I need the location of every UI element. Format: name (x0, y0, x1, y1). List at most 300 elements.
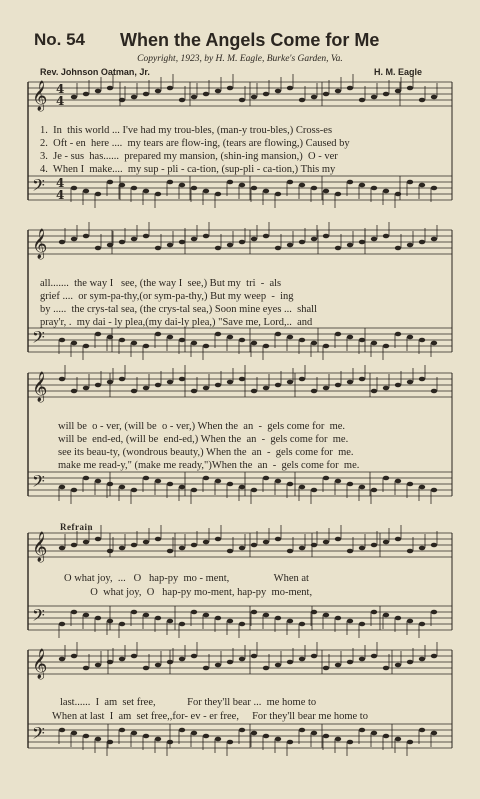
note-head (347, 243, 353, 248)
lyric-line: grief .... or sym-pa-thy,(or sym-pa-thy,) But my weep - ing (40, 291, 294, 302)
note-head (383, 386, 389, 391)
note-head (155, 332, 161, 337)
note-head (395, 246, 401, 251)
note-head (119, 338, 125, 343)
treble-clef: 𝄞 (32, 649, 48, 679)
note-head (347, 482, 353, 487)
note-head (119, 98, 125, 103)
note-head (131, 237, 137, 242)
note-head (239, 338, 245, 343)
note-head (323, 476, 329, 481)
note-head (299, 728, 305, 733)
note-head (179, 485, 185, 490)
note-head (359, 728, 365, 733)
note-head (323, 540, 329, 545)
note-head (383, 613, 389, 618)
note-head (143, 234, 149, 239)
note-head (203, 476, 209, 481)
note-head (347, 380, 353, 385)
note-head (95, 332, 101, 337)
note-head (311, 186, 317, 191)
note-head (275, 192, 281, 197)
note-head (155, 537, 161, 542)
note-head (203, 234, 209, 239)
note-head (275, 246, 281, 251)
note-head (383, 734, 389, 739)
note-head (71, 237, 77, 242)
note-head (179, 728, 185, 733)
note-head (359, 338, 365, 343)
note-head (419, 240, 425, 245)
note-head (407, 619, 413, 624)
note-head (275, 89, 281, 94)
note-head (263, 189, 269, 194)
note-head (131, 610, 137, 615)
note-head (167, 549, 173, 554)
note-head (383, 540, 389, 545)
note-head (167, 740, 173, 745)
note-head (431, 731, 437, 736)
note-head (167, 180, 173, 185)
note-head (371, 237, 377, 242)
note-head (71, 95, 77, 100)
note-head (167, 335, 173, 340)
note-head (203, 189, 209, 194)
note-head (83, 189, 89, 194)
note-head (119, 377, 125, 382)
note-head (179, 377, 185, 382)
note-head (419, 377, 425, 382)
note-head (275, 616, 281, 621)
note-head (419, 183, 425, 188)
note-head (227, 243, 233, 248)
note-head (407, 660, 413, 665)
note-head (143, 666, 149, 671)
note-head (107, 380, 113, 385)
note-head (311, 389, 317, 394)
note-head (287, 380, 293, 385)
note-head (179, 240, 185, 245)
note-head (275, 537, 281, 542)
note-head (83, 666, 89, 671)
note-head (95, 89, 101, 94)
note-head (431, 186, 437, 191)
note-head (371, 610, 377, 615)
note-head (359, 485, 365, 490)
note-head (95, 192, 101, 197)
treble-clef: 𝄞 (32, 229, 48, 259)
note-head (299, 377, 305, 382)
note-head (59, 377, 65, 382)
note-head (419, 728, 425, 733)
note-head (95, 479, 101, 484)
note-head (71, 543, 77, 548)
note-head (239, 183, 245, 188)
composer-credit: H. M. Eagle (373, 67, 422, 77)
note-head (335, 737, 341, 742)
note-head (143, 734, 149, 739)
note-head (299, 657, 305, 662)
note-head (251, 186, 257, 191)
time-signature: 4 (56, 188, 65, 202)
lyric-line: will be end-ed, (will be end-ed,) When the an - gels come for me. (58, 434, 349, 445)
note-head (371, 186, 377, 191)
note-head (347, 619, 353, 624)
note-head (215, 332, 221, 337)
note-head (359, 377, 365, 382)
note-head (131, 341, 137, 346)
note-head (323, 234, 329, 239)
bass-clef: 𝄢 (32, 605, 45, 629)
note-head (191, 237, 197, 242)
note-head (251, 341, 257, 346)
note-head (407, 482, 413, 487)
note-head (263, 92, 269, 97)
note-head (191, 731, 197, 736)
note-head (179, 546, 185, 551)
note-head (59, 546, 65, 551)
note-head (143, 540, 149, 545)
note-head (83, 613, 89, 618)
note-head (275, 332, 281, 337)
note-head (263, 344, 269, 349)
note-head (59, 622, 65, 627)
note-head (263, 613, 269, 618)
note-head (299, 622, 305, 627)
note-head (59, 657, 65, 662)
note-head (299, 338, 305, 343)
note-head (323, 386, 329, 391)
note-head (155, 479, 161, 484)
note-head (299, 485, 305, 490)
note-head (119, 546, 125, 551)
note-head (407, 380, 413, 385)
note-head (143, 386, 149, 391)
note-head (299, 183, 305, 188)
note-head (335, 192, 341, 197)
note-head (191, 95, 197, 100)
note-head (287, 740, 293, 745)
note-head (431, 543, 437, 548)
note-head (107, 619, 113, 624)
note-head (419, 338, 425, 343)
note-head (179, 622, 185, 627)
note-head (95, 383, 101, 388)
note-head (239, 240, 245, 245)
note-head (227, 619, 233, 624)
note-head (359, 657, 365, 662)
note-head (311, 237, 317, 242)
note-head (311, 610, 317, 615)
note-head (83, 476, 89, 481)
note-head (335, 663, 341, 668)
note-head (419, 657, 425, 662)
bass-clef: 𝄢 (32, 175, 45, 199)
note-head (335, 479, 341, 484)
note-head (215, 663, 221, 668)
note-head (251, 654, 257, 659)
note-head (119, 622, 125, 627)
note-head (371, 389, 377, 394)
note-head (407, 86, 413, 91)
note-head (227, 86, 233, 91)
note-head (203, 344, 209, 349)
note-head (323, 734, 329, 739)
note-head (419, 485, 425, 490)
note-head (371, 341, 377, 346)
time-signature: 4 (56, 82, 65, 96)
note-head (215, 616, 221, 621)
note-head (263, 540, 269, 545)
note-head (155, 383, 161, 388)
note-head (407, 549, 413, 554)
lyric-line: will be o - ver, (will be o - ver,) When the an - gels come for me. (58, 421, 346, 432)
note-head (59, 485, 65, 490)
note-head (167, 86, 173, 91)
note-head (155, 89, 161, 94)
note-head (239, 728, 245, 733)
note-head (131, 389, 137, 394)
note-head (335, 89, 341, 94)
note-head (203, 386, 209, 391)
note-head (371, 95, 377, 100)
note-head (143, 92, 149, 97)
note-head (83, 540, 89, 545)
note-head (167, 380, 173, 385)
treble-clef: 𝄞 (32, 532, 48, 562)
note-head (155, 246, 161, 251)
note-head (395, 663, 401, 668)
note-head (239, 485, 245, 490)
note-head (227, 660, 233, 665)
note-head (227, 335, 233, 340)
note-head (323, 344, 329, 349)
author-credit: Rev. Johnson Oatman, Jr. (40, 67, 150, 77)
note-head (383, 344, 389, 349)
note-head (215, 479, 221, 484)
note-head (407, 335, 413, 340)
note-head (239, 98, 245, 103)
note-head (335, 537, 341, 542)
note-head (407, 740, 413, 745)
note-head (155, 616, 161, 621)
note-head (131, 186, 137, 191)
note-head (179, 657, 185, 662)
note-head (119, 728, 125, 733)
note-head (383, 92, 389, 97)
note-head (95, 537, 101, 542)
note-head (251, 237, 257, 242)
note-head (95, 616, 101, 621)
note-head (167, 482, 173, 487)
note-head (191, 654, 197, 659)
note-head (227, 380, 233, 385)
note-head (131, 543, 137, 548)
note-head (251, 389, 257, 394)
note-head (431, 654, 437, 659)
lyric-line: all....... the way I see, (the way I see,) But my tri - als (40, 278, 282, 289)
note-head (107, 549, 113, 554)
note-head (107, 243, 113, 248)
note-head (83, 734, 89, 739)
bass-clef: 𝄢 (32, 723, 45, 747)
note-head (263, 386, 269, 391)
note-head (155, 192, 161, 197)
note-head (119, 485, 125, 490)
note-head (359, 622, 365, 627)
copyright-line: Copyright, 1923, by H. M. Eagle, Burke's Garden, Va. (137, 54, 343, 64)
time-signature: 4 (56, 94, 65, 108)
note-head (143, 344, 149, 349)
note-head (155, 737, 161, 742)
note-head (239, 377, 245, 382)
note-head (359, 240, 365, 245)
lyric-line: last...... I am set free, For they'll bear ... me home to (60, 697, 317, 708)
note-head (347, 86, 353, 91)
note-head (71, 731, 77, 736)
note-head (179, 98, 185, 103)
note-head (71, 341, 77, 346)
note-head (275, 663, 281, 668)
note-head (383, 666, 389, 671)
note-head (191, 186, 197, 191)
note-head (395, 616, 401, 621)
note-head (311, 731, 317, 736)
note-head (251, 543, 257, 548)
note-head (251, 731, 257, 736)
lyric-line: 2. Oft - en here .... my tears are flow-ing, (tears are flowing,) Caused by (40, 138, 350, 149)
note-head (371, 543, 377, 548)
note-head (275, 479, 281, 484)
note-head (203, 613, 209, 618)
treble-clef: 𝄞 (32, 372, 48, 402)
note-head (71, 610, 77, 615)
note-head (323, 92, 329, 97)
bass-clef: 𝄢 (32, 327, 45, 351)
note-head (83, 92, 89, 97)
note-head (311, 543, 317, 548)
note-head (287, 335, 293, 340)
note-head (59, 728, 65, 733)
note-head (107, 180, 113, 185)
note-head (203, 734, 209, 739)
note-head (167, 243, 173, 248)
note-head (251, 95, 257, 100)
note-head (227, 740, 233, 745)
note-head (215, 737, 221, 742)
note-head (311, 341, 317, 346)
note-head (215, 246, 221, 251)
refrain-label: Refrain (60, 522, 93, 532)
note-head (395, 383, 401, 388)
lyric-line: 1. In this world ... I've had my trou-bles, (man-y trou-bles,) Cross-es (40, 125, 333, 136)
note-head (107, 86, 113, 91)
note-head (239, 657, 245, 662)
note-head (107, 740, 113, 745)
note-head (119, 183, 125, 188)
note-head (155, 663, 161, 668)
note-head (191, 341, 197, 346)
note-head (431, 237, 437, 242)
hymn-title: When the Angels Come for Me (120, 30, 380, 50)
note-head (371, 731, 377, 736)
note-head (407, 243, 413, 248)
note-head (227, 180, 233, 185)
note-head (431, 389, 437, 394)
note-head (71, 186, 77, 191)
note-head (143, 189, 149, 194)
note-head (287, 619, 293, 624)
note-head (203, 540, 209, 545)
note-head (347, 660, 353, 665)
note-head (395, 737, 401, 742)
note-head (179, 183, 185, 188)
lyric-line: 3. Je - sus has...... prepared my mansion, (shin-ing mansion,) O - ver (40, 151, 338, 162)
note-head (59, 338, 65, 343)
note-head (239, 622, 245, 627)
note-head (347, 549, 353, 554)
note-head (83, 386, 89, 391)
note-head (311, 95, 317, 100)
note-head (359, 546, 365, 551)
lyric-line: by ..... the crys-tal sea, (the crys-tal sea,) Soon mine eyes ... shall (40, 304, 318, 315)
note-head (431, 488, 437, 493)
note-head (227, 482, 233, 487)
note-head (359, 183, 365, 188)
lyric-line: 4. When I make.... my sup - pli - ca-tion, (sup-pli - ca-tion,) This my (40, 164, 336, 175)
note-head (431, 95, 437, 100)
note-head (95, 663, 101, 668)
note-head (167, 619, 173, 624)
lyric-line: O what joy, O hap-py mo-ment, hap-py mo-ment, (64, 587, 313, 598)
note-head (131, 731, 137, 736)
note-head (287, 660, 293, 665)
note-head (371, 654, 377, 659)
note-head (191, 488, 197, 493)
note-head (335, 246, 341, 251)
note-head (359, 98, 365, 103)
note-head (383, 189, 389, 194)
treble-clef: 𝄞 (32, 81, 48, 111)
lyric-line: make me read-y," (make me ready,")When the an - gels come for me. (58, 460, 360, 471)
lyric-line: see its beau-ty, (wondrous beauty,) When the an - gels come for me. (58, 447, 354, 458)
note-head (191, 610, 197, 615)
note-head (119, 657, 125, 662)
note-head (311, 488, 317, 493)
note-head (227, 549, 233, 554)
note-head (311, 654, 317, 659)
lyric-line: When at last I am set free,,for- ev - er free, For they'll bear me home to (52, 711, 368, 722)
note-head (143, 476, 149, 481)
note-head (287, 482, 293, 487)
note-head (335, 616, 341, 621)
note-head (275, 737, 281, 742)
note-head (167, 660, 173, 665)
note-head (323, 189, 329, 194)
note-head (215, 537, 221, 542)
note-head (131, 95, 137, 100)
note-head (263, 234, 269, 239)
note-head (95, 246, 101, 251)
note-head (383, 476, 389, 481)
note-head (263, 666, 269, 671)
note-head (239, 546, 245, 551)
note-head (215, 192, 221, 197)
note-head (395, 192, 401, 197)
note-head (203, 92, 209, 97)
note-head (395, 479, 401, 484)
note-head (347, 335, 353, 340)
